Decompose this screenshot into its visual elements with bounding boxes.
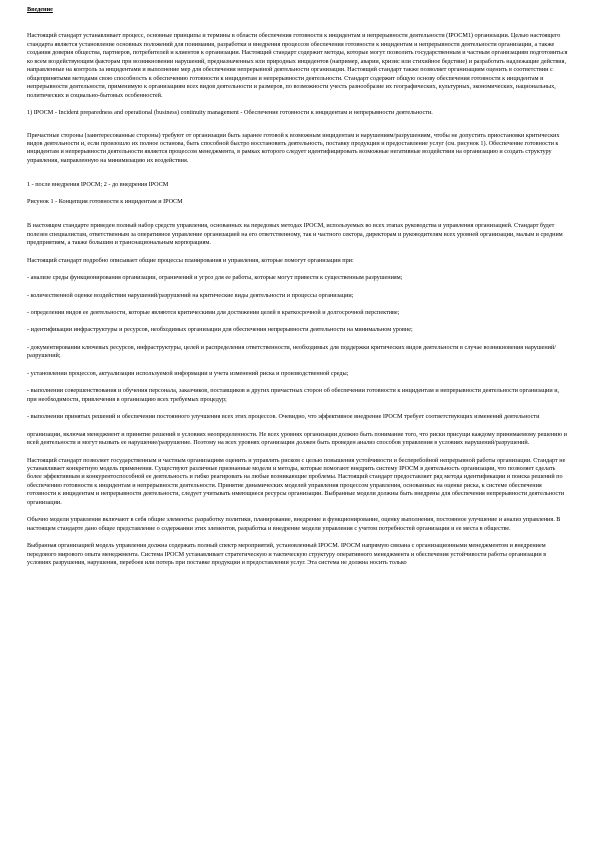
risk-paragraph: организации, включая менеджмент и принятие решений в условиях неопределенности. Не всех уровнях организации должно быть понимание того, что риски присущи каждому принимаемому решению и всей деятельности и могут вызвать ее нарушение/разрушение. Поэтому на всех уровнях организации должен быть проведен анализ способов управления в условиях нарушений/разрушений. [27,430,567,447]
footnote-paragraph: 1) IPOCM - Incident preparedness and operational (business) continuity management - Обеспечение готовности к инцидентам и непрерывности деятельности. [27,109,433,117]
scope-paragraph: В настоящем стандарте приведен полный набор средств управления, основанных на передовых методах IPOCM, используемых во всех этапах руководства и управления организацией. Стандарт будет полезен специалистам, ответственным за оперативное управление организацией на его ответственному, так и частного сектора, директорам и руководителям всех уровней организации, малым и средним предприятиям, а также большим и транснациональным корпорациям. [27,222,563,247]
process-list [27,274,568,422]
selected-model-paragraph: Выбранная организацией модель управления должна содержать полный спектр мероприятий, установленный IPOCM. IPOCM напрямую связана с организационными менеджментом и внедрением передового мирового опыта менеджмента. Система IPOCM устанавливает стратегическую и тактическую структуру оперативного менеджмента и обеспечения устойчивости работы организации в условиях разрушения, нарушения, перебоев или потерь при поставке продукции и предоставлении услуг. Эта система не должна носить только [27,542,547,567]
list-item: - идентификации инфраструктуры и ресурсов, необходимых организации для обеспечения непрерывности деятельности на минимальном уровне; [27,326,413,334]
models-paragraph: Настоящий стандарт позволяет государственным и частным организациям оценить и управлять риском с целью повышения устойчивости и бесперебойной непрерывной работы организации. Стандарт не устанавливает конкретную модель применения. Существуют различные признанные модели и методы, которые помогают внедрить систему IPOCM в деятельность организации, что позволяет сделать более эффективным и конкурентоспособной ее деятельность и гибко реагировать на любые возникающие проблемы. Настоящий стандарт предоставляет ряд метода идентификации и поиска решений по обеспечению готовности к инцидентам и непрерывности деятельности. Принятие динамических моделей управления процессом управления, основанных на оценке риска, к системе обеспечения готовности к инцидентам и непрерывности деятельности, следует учитывать имеющиеся ресурсы организации. Выбранные модели должны быть внедрены для обеспечения непрерывности деятельности организации. [27,456,566,506]
intro-paragraph: Настоящий стандарт устанавливает процесс, основные принципы и термины в области обеспечения готовности к инцидентам и непрерывности деятельности (IPOCM1) организации. Целью настоящего стандарта является установление основных положений для понимания, разработки и внедрения процессов обеспечения готовности к инцидентам и непрерывности деятельности организации, а также создания доверия общества, партнеров, потребителей и клиентов к организации. Настоящий стандарт содержит методы, которые могут позволить государственным и частным организациям подготовиться ко всем воздействующим факторам при возникновении нарушений, предназначенных или природных инцидентов (например, аварии, кризис или стихийное бедствие) и разработать надлежащие действия, направленные на контроль за инцидентами и выполнение мер для обеспечения непрерывной деятельности организации. Настоящий стандарт также позволяет организациям оценить в соответствии с общепринятыми методами свою способность к обеспечению готовности к инцидентам и непрерывности деятельности. Стандарт содержит общую основу обеспечения готовности к инцидентам и непрерывности деятельности, применимую к организациям всех видов деятельности и размеров, по возможности учесть разнообразие их географических, культурных, экономических, национальных, политических и социально-бытовых особенностей. [27,32,568,99]
list-item: - выполнении совершенствования и обучения персонала, заказчиков, поставщиков и других причастных сторон об обеспечении готовности к инцидентам и непрерывности деятельности организации и, при необходимости, привлечения в организацию всех требуемых процедур; [27,387,560,403]
stakeholder-paragraph: Причастные стороны (заинтересованные стороны) требуют от организации быть заранее готовой к возможным инцидентам и нарушениям/разрушениям, чтобы не допустить приостановки критических видов деятельности и, если произошло их полное останова, быть способной быстро восстановить деятельность, поставку продукции и предоставление услуг (см. рисунок 1). Обеспечение готовности к инцидентам и непрерывности деятельности является процессом менеджмента, в рамках которого следует идентифицировать возможные негативные воздействия на организацию и создать структуру управления, направленную на минимизацию их воздействия. [27,131,560,164]
list-item: - определении видов ее деятельности, которые являются критическими для достижения целей в краткосрочной и долгосрочной перспективе; [27,308,400,316]
processes-intro-paragraph: Настоящий стандарт подробно описывает общие процессы планирования и управления, которые помогут организации при: [27,256,354,264]
list-item: - анализе среды функционирования организации, ограничений и угроз для ее работы, которые могут привести к существенным разрушениям; [27,274,403,282]
elements-paragraph: Обычно модели управления включают в себя общие элементы: разработку политики, планирование, внедрение и функционирование, оценку выполнения, постоянное улучшение и анализ управления. В настоящем стандарте дано общее представление о содержании этих элементов, разработка и внедрение модели управления с учетом потребностей организации и ее места в обществе. [27,516,561,532]
list-item: - установлении процессов, актуализации используемой информации и учета изменений риска и производственной среды; [27,369,349,377]
figure-legend: 1 - после внедрения IPOCM; 2 - до внедрения IPOCM [27,181,169,189]
figure-caption: Рисунок 1 - Концепция готовности к инцидентам и IPOCM [27,197,183,205]
list-item: - количественной оценке воздействия нарушений/разрушений на критические виды деятельности и процессы организации; [27,291,354,299]
list-item: - документировании ключевых ресурсов, инфраструктуры, целей и распределения ответственности, необходимых для поддержки критических видов деятельности в случае возникновения нарушений/разрушений; [27,343,556,360]
list-item: - выполнении принятых решений и обеспечении постоянного улучшения всех этих процессов. Очевидно, что эффективное внедрение IPOCM требует соответствующих изменений деятельности [27,413,540,421]
document-heading: Введение [27,6,53,13]
